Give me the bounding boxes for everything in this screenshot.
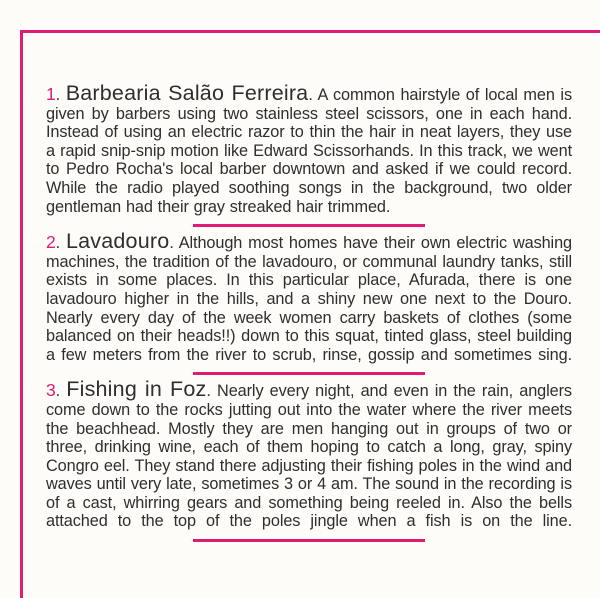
track-title: Fishing in Foz <box>66 377 207 402</box>
section-divider <box>193 224 425 227</box>
title-dot: . <box>169 234 174 253</box>
track-description: Although most homes have their own electric washing machines, the tradition of the lavadouro, or communal laundry tanks, still exists in some places. In this particular place, Afurada, there is one lavadouro higher in the hills, and a shiny new one next to the Douro. Nearly every day of the week women carry baskets of clothes (some balanced on their heads!!) down to this squat, tinted glass, steel building a few meters from the river to scrub, rinse, gossip and sometimes sing. <box>46 234 572 364</box>
track-description: Nearly every night, and even in the rain, anglers come down to the rocks jutting out into the water where the river meets the beachhead. Mostly they are men hanging out in groups of two or three, drinking wine, each of them hoping to catch a long, gray, spiny Congro eel. They stand there adjusting their fishing poles in the wind and waves until very late, sometimes 3 or 4 am. The sound in the recording is of a cast, whirring gears and something being reeled in. Also the bells attached to the top of the poles jingle when a fish is on the line. <box>46 382 572 531</box>
track-number: 3 <box>46 380 56 401</box>
number-dot: . <box>55 382 61 401</box>
track-number: 2 <box>46 232 56 253</box>
number-dot: . <box>55 234 61 253</box>
number-dot: . <box>55 86 61 104</box>
title-dot: . <box>206 382 211 401</box>
section-divider <box>193 372 425 375</box>
track-title: Barbearia Salão Ferreira <box>65 81 309 105</box>
track-note-2 <box>46 229 572 364</box>
track-note-3 <box>46 377 572 531</box>
track-title: Lavadouro <box>65 229 170 254</box>
section-divider <box>193 539 425 542</box>
title-dot: . <box>308 86 313 104</box>
track-description: A common hairstyle of local men is given by barbers using two stainless steel scissors, one in each hand. Instead of using an electric razor to thin the hair in neat layers, they use a rapid snip-snip motion like Edward Scissorhands. In this track, we went to Pedro Rocha's local barber downtown and asked if we could record. While the radio played soothing songs in the background, two older gentleman had their gray streaked hair trimmed. <box>46 86 572 216</box>
track-note-1 <box>46 81 572 216</box>
track-notes <box>46 81 572 547</box>
track-number: 1 <box>46 84 56 104</box>
